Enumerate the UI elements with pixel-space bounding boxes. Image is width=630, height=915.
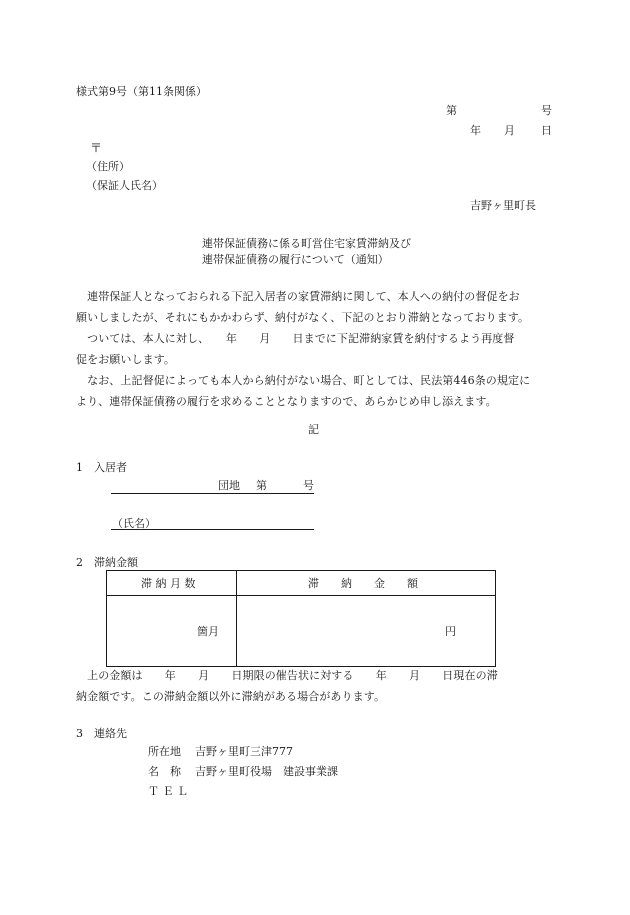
- body-line: 促をお願いします。: [76, 353, 176, 366]
- date-day-label: 日: [541, 124, 552, 137]
- document-title-line1: 連帯保証債務に係る町営住宅家賃滞納及び: [202, 237, 411, 250]
- postal-mark: 〒: [90, 141, 103, 155]
- arrears-table: [106, 570, 496, 667]
- document-title-line2: 連帯保証債務の履行について（通知）: [202, 253, 389, 266]
- table-column-divider: [236, 571, 237, 666]
- arrears-note: [76, 665, 554, 707]
- body-line: 連帯保証人となっておられる下記入居者の家賃滞納に関して、本人への納付の督促をお: [76, 290, 520, 303]
- document-number-suffix: 号: [541, 104, 552, 117]
- table-header-divider: [107, 595, 495, 596]
- note-line: 納金額です。この滞納金額以外に滞納がある場合があります。: [76, 690, 386, 703]
- document-number-prefix: 第: [446, 104, 457, 117]
- body-line: ついては、本人に対し、 年 月 日までに下記滞納家賃を納付するよう再度督: [76, 332, 515, 345]
- body-line: なお、上記督促によっても本人から納付がない場合、町としては、民法第446条の規定に: [76, 374, 531, 387]
- body-line: 願いしましたが、それにもかかわらず、納付がなく、下記のとおり滞納となっております。: [76, 311, 530, 324]
- dai-label: 第: [256, 479, 267, 492]
- go-label: 号: [303, 479, 314, 492]
- section2-title: 2 滞納金額: [76, 556, 138, 569]
- contact-address-label: 所在地: [148, 745, 181, 758]
- contact-tel-label: Ｔ Ｅ Ｌ: [148, 785, 188, 798]
- date-month-label: 月: [504, 124, 515, 137]
- note-line: 上の金額は 年 月 日期限の催告状に対する 年 月 日現在の滞: [76, 669, 498, 682]
- body-line: より、連帯保証債務の履行を求めることとなりますので、あらかじめ申し添えます。: [76, 395, 497, 408]
- yen-unit: 円: [445, 625, 456, 638]
- months-column-header: 滞 納 月 数: [141, 577, 196, 590]
- contact-address-value: 吉野ヶ里町三津777: [195, 745, 293, 758]
- amount-column-header: 滞 納 金 額: [308, 577, 418, 590]
- body-text: [76, 286, 554, 412]
- danchi-label: 団地: [218, 479, 240, 492]
- danchi-underline: [111, 493, 314, 494]
- ki-heading: 記: [308, 423, 319, 436]
- section3-title: 3 連絡先: [76, 727, 127, 740]
- addressee-name-label: （保証人氏名）: [86, 179, 163, 192]
- months-unit: 箇月: [197, 625, 219, 638]
- tenant-name-underline: [111, 529, 314, 530]
- section1-title: 1 入居者: [76, 461, 127, 474]
- date-year-label: 年: [470, 124, 481, 137]
- contact-name-value: 吉野ヶ里町役場 建設事業課: [195, 765, 338, 778]
- form-id: 様式第9号（第11条関係）: [76, 85, 207, 98]
- sender-name: 吉野ヶ里町長: [470, 199, 536, 212]
- tenant-name-label: （氏名）: [112, 517, 156, 530]
- contact-name-label: 名 称: [148, 765, 181, 778]
- addressee-address-label: （住所）: [86, 160, 130, 173]
